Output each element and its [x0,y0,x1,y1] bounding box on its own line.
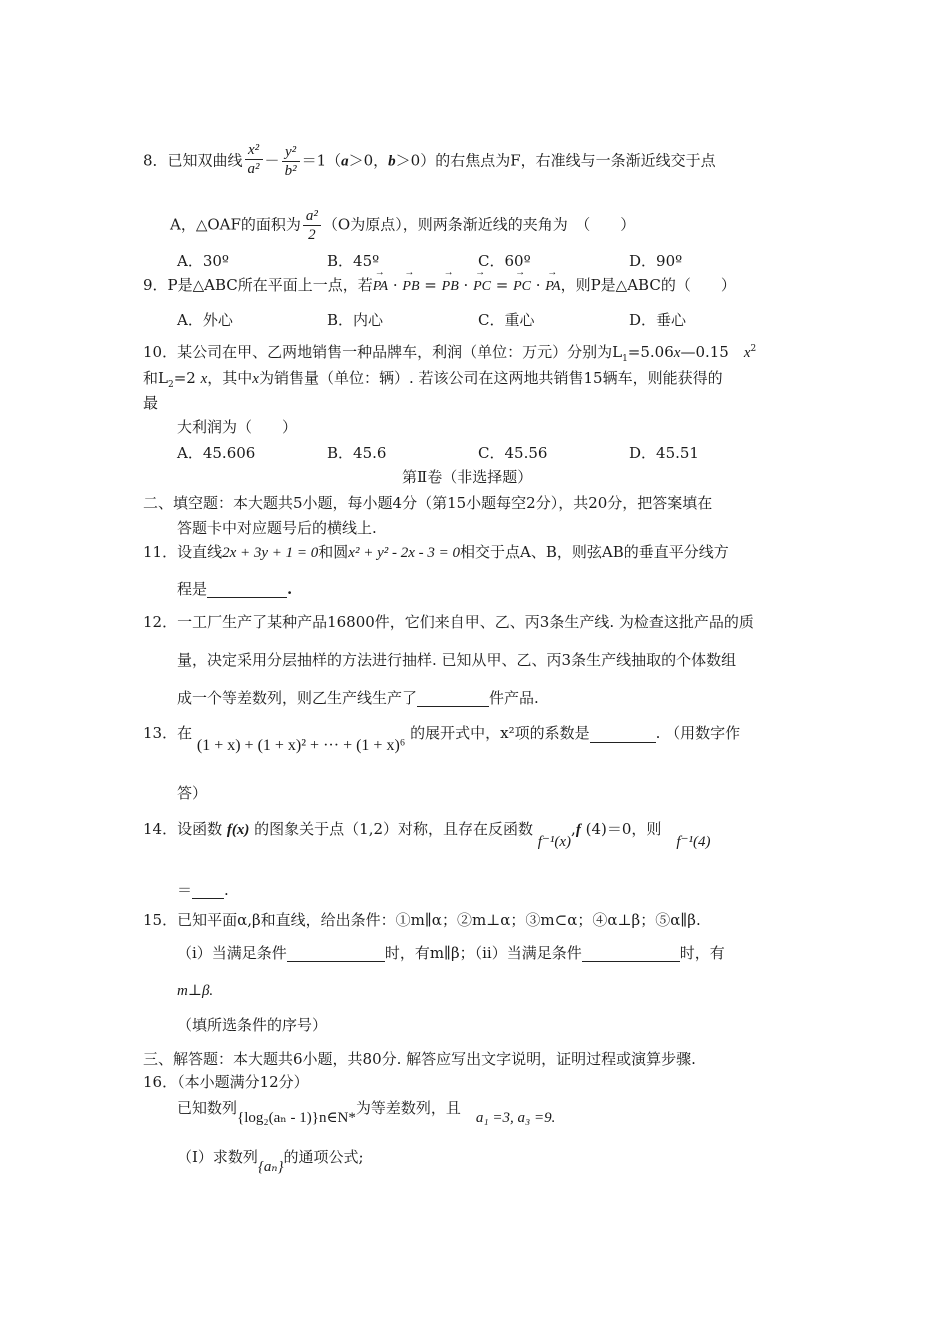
section2-instructions-line2: 答题卡中对应题号后的横线上. [177,519,377,537]
q12-answer-blank[interactable] [417,692,489,707]
q8-option-d: D．90º [629,252,683,270]
q10-line4: 大利润为（ ） [177,418,298,436]
q16-title: 16．（本小题满分12分） [143,1073,309,1091]
section3-instructions: 三、解答题：本大题共6小题，共80分. 解答应写出文字说明，证明过程或演算步骤. [143,1050,696,1068]
q15-line3: m⊥β. [177,983,214,999]
q13-line2: 答） [177,784,208,802]
q10-line2: 和$L_2=2$ x，其中x为销售量（单位：辆）. 若该公司在这两地共销售15辆车，则能获得的 [143,369,723,390]
q9-option-b: B．内心 [327,311,384,329]
fraction-x2-a2: $\frac{\text{x²}}{\text{a²}}$ [245,141,263,178]
q9-line1: 9．P是△ABC所在平面上一点，若→ PA · → PB = → PB · → PC = → PC · → PA，则P是△ABC的（ ） [143,276,736,296]
q15-line4: （填所选条件的序号） [177,1016,328,1034]
fraction-y2-b2: $\frac{\text{y²}}{\text{b²}}$ [282,143,300,180]
q9-option-a: A．外心 [177,311,233,329]
q15-answer-blank-ii[interactable] [582,947,680,962]
q8-line2: A，△OAF的面积为 $\frac{\text{a²}}{2}$ （O为原点），则两条渐近线的夹角为 （ ） [170,208,636,243]
q16-part1: （Ⅰ）求数列{aₙ}的通项公式; [177,1148,364,1175]
q10-line3: 最 [143,394,159,412]
q15-line2: （i）当满足条件 时，有m∥β；（ii）当满足条件 时，有 [177,944,725,962]
q8-option-c: C．60º [478,252,531,270]
q10-option-b: B．45.6 [327,444,387,462]
q12-line1: 12．一工厂生产了某种产品16800件，它们来自甲、乙、丙3条生产线. 为检查这批产品的质 [143,613,754,631]
section2-instructions-line1: 二、填空题：本大题共5小题，每小题4分（第15小题每空2分），共20分，把答案填在 [143,494,713,512]
q10-option-a: A．45.606 [177,444,256,462]
fraction-a2-2: $\frac{\text{a²}}{2}$ [303,207,321,244]
q12-line2: 量，决定采用分层抽样的方法进行抽样. 已知从甲、乙、丙3条生产线抽取的个体数组 [177,651,737,669]
q9-option-d: D．垂心 [629,311,687,329]
q14-answer-blank[interactable] [192,884,224,899]
q10-option-c: C．45.56 [478,444,548,462]
section2-title: 第Ⅱ卷（非选择题） [402,468,533,486]
q15-answer-blank-i[interactable] [287,947,385,962]
q14-line2: ＝ . [177,881,229,899]
q8-line1: 8．已知双曲线 $\frac{\text{x²}}{\text{a²}}$ － $\frac{\text{y²}}{\text{b²}}$ ＝1（a＞0，b＞0）的右焦点为F，右准线与一条渐近线交于点 [143,142,716,179]
q12-line3: 成一个等差数列，则乙生产线生产了 件产品. [177,689,539,707]
q11-line1: 11．设直线2x + 3y + 1 = 0和圆x² + y² - 2x - 3 = 0相交于点A、B，则弦AB的垂直平分线方 [143,543,729,561]
q10-option-d: D．45.51 [629,444,699,462]
q10-line1: 10．某公司在甲、乙两地销售一种品牌车，利润（单位：万元）分别为$L_1=5.06x—0.15$ $x^2$ [143,343,757,364]
q15-line1: 15．已知平面α,β和直线，给出条件：①m∥α；②m⊥α；③m⊂α；④α⊥β；⑤α∥β. [143,911,701,929]
q9-option-c: C．重心 [478,311,535,329]
q11-line2: 程是 . [177,580,293,598]
q14-line1: 14．设函数 f(x) 的图象关于点（1,2）对称，且存在反函数 f⁻¹(x),f (4)＝0，则 f⁻¹(4) [143,820,711,850]
q13-answer-blank[interactable] [590,728,656,743]
q13-line1: 13．在 (1 + x) + (1 + x)² + ··· + (1 + x)⁶ 的展开式中，x²项的系数是 . （用数字作 [143,724,741,754]
q11-answer-blank[interactable] [207,583,287,598]
q16-line1: 已知数列{log₂(aₙ - 1)}n∈N*为等差数列，且 a₁ =3, a₃ =9. [177,1099,556,1126]
q8-option-b: B．45º [327,252,380,270]
q8-option-a: A．30º [177,252,229,270]
